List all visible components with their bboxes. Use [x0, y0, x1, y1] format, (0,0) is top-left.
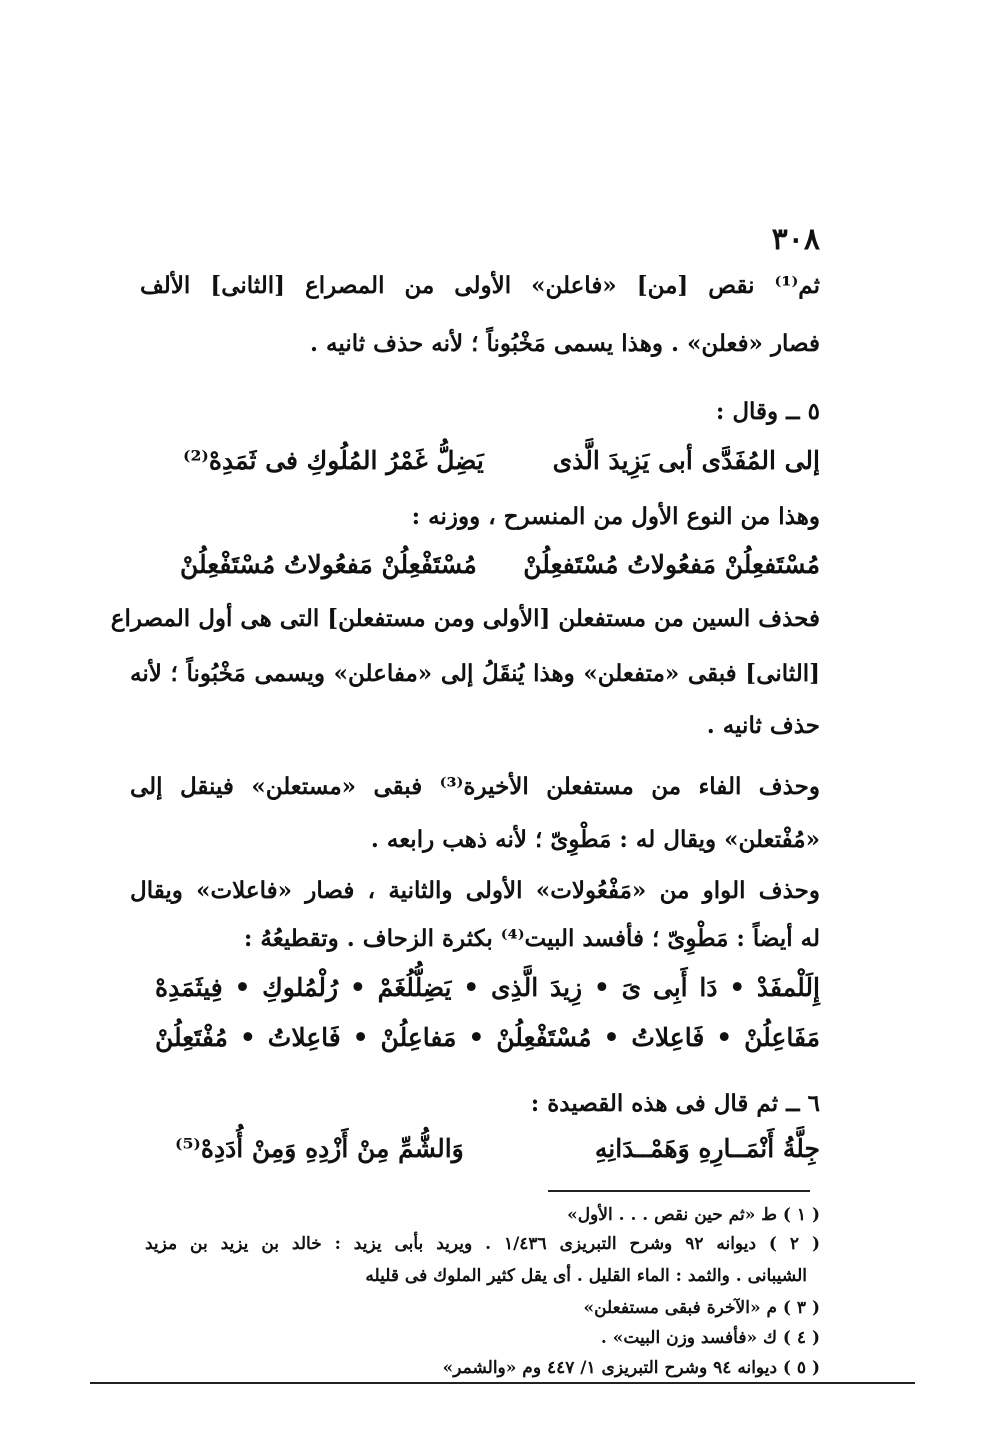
footnote-1: ( ١ ) ط «ثم حين نقص . . . الأول»: [567, 1205, 820, 1225]
section-6-intro: ٦ ــ ثم قال فى هذه القصيدة :: [530, 1090, 820, 1117]
section-5-intro: ٥ ــ وقال :: [715, 398, 820, 425]
scansion-1-second-hemistich: مُسْتَفْعِلُنْ مَفعُولاتُ مُسْتَفْعِلُنْ: [180, 550, 477, 579]
paragraph-1-line-1: ثم⁽¹⁾ نقص [من] «فاعلن» الأولى من المصراع [الثانى] الألف: [140, 272, 820, 299]
footnote-2: ( ٢ ) ديوانه ٩٢ وشرح التبريزى ١/٤٣٦ . ويريد بأبى يزيد : خالد بن يزيد بن مزيد: [145, 1234, 821, 1254]
paragraph-4-line-1: وحذف الفاء من مستفعلن الأخيرة⁽³⁾ فبقى «مستعلن» فينقل إلى: [130, 773, 820, 800]
paragraph-5-line-2: له أيضاً : مَطْوِىّ ؛ فأفسد البيت⁽⁴⁾ بكثرة الزحاف . وتقطيعُهُ :: [243, 925, 820, 952]
verse-1-second-hemistich: يَضِلُّ غَمْرُ المُلُوكِ فى ثَمَدِهْ⁽²⁾: [183, 446, 484, 475]
footnote-4: ( ٤ ) ك «فأفسد وزن البيت» .: [600, 1328, 820, 1348]
paragraph-4-line-2: «مُفْتعلن» ويقال له : مَطْوِىّ ؛ لأنه ذهب رابعه .: [370, 826, 820, 853]
footnote-2-continuation: الشيبانى . والثمد : الماء القليل . أى يقل كثير الملوك فى قليله: [365, 1266, 807, 1286]
paragraph-1-line-2: فصار «فعلن» . وهذا يسمى مَخْبُوناً ؛ لأنه حذف ثانيه .: [310, 330, 820, 357]
paragraph-3-line-2: [الثانى] فبقى «متفعلن» وهذا يُنقَلُ إلى «مفاعلن» ويسمى مَخْبُوناً ؛ لأنه: [130, 660, 820, 687]
scansion-2-feet: مَفَاعِلُنْ • فَاعِلاتُ • مُسْتَفْعِلُنْ • مَفاعِلُنْ • فَاعِلاتُ • مُفْتَعِلُنْ: [155, 1023, 820, 1052]
scansion-1-first-hemistich: مُسْتَفعِلُنْ مَفعُولاتُ مُسْتَفعِلُنْ: [523, 550, 820, 579]
paragraph-3-line-1: فحذف السين من مستفعلن [الأولى ومن مستفعلن] التى هى أول المصراع: [110, 605, 820, 632]
verse-1-first-hemistich: إلى المُفَدَّى أبى يَزِيدَ الَّذى: [552, 446, 820, 475]
paragraph-5-line-1: وحذف الواو من «مَفْعُولات» الأولى والثانية ، فصار «فاعلات» ويقال: [130, 877, 820, 904]
bottom-rule: [90, 1382, 915, 1384]
paragraph-2: وهذا من النوع الأول من المنسرح ، ووزنه :: [411, 503, 820, 530]
footnote-5: ( ٥ ) ديوانه ٩٤ وشرح التبريزى ١/ ٤٤٧ وم «والشمر»: [442, 1358, 820, 1378]
verse-2-first-hemistich: جِلَّةُ أَنْمَــارِهِ وَهَمْــدَانِهِ: [594, 1134, 820, 1163]
footnote-separator: [548, 1190, 810, 1192]
paragraph-3-line-3: حذف ثانيه .: [706, 712, 820, 739]
footnote-3: ( ٣ ) م «الآخرة فبقى مستفعلن»: [583, 1298, 820, 1318]
scansion-2-syllables: إِلَلْمفَدْ • دَا أَبِى یَ • زِيدَ الَّذِى • يَضِلُّلُغَمْ • رُلْمُلوكِ • فِيثَمَدِهْ: [155, 973, 820, 1002]
verse-2-second-hemistich: وَالشُّمِّ مِنْ أَزْدِهِ وَمِنْ أُدَدِهْ⁽⁵⁾: [175, 1134, 464, 1163]
page-number: ٣٠٨: [771, 222, 820, 257]
